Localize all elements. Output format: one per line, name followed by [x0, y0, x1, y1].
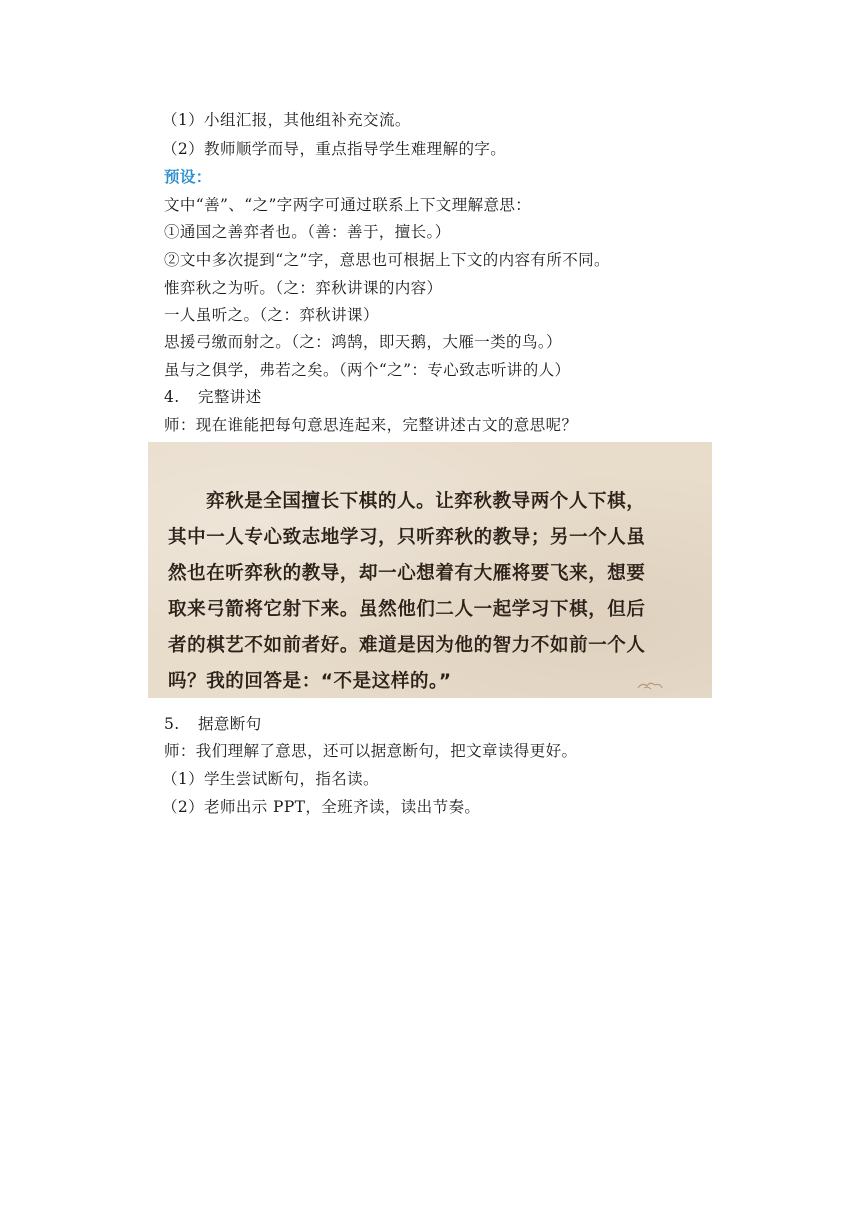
preset-label: 预设：: [164, 168, 212, 186]
translation-line-2: 其中一人专心致志地学习，只听弈秋的教导；另一个人虽: [168, 527, 646, 548]
section-5-step-1: （1）学生尝试断句，指名读。: [162, 770, 379, 788]
section-5-step-2: （2）老师出示 PPT，全班齐读，读出节奏。: [162, 798, 481, 816]
section-5-number: 5.: [164, 715, 180, 733]
translation-line-3: 然也在听弈秋的教导，却一心想着有大雁将要飞来，想要: [168, 563, 646, 584]
translation-line-1: 弈秋是全国擅长下棋的人。让弈秋教导两个人下棋，: [206, 491, 646, 512]
translation-line-5: 者的棋艺不如前者好。难道是因为他的智力不如前一个人: [168, 635, 646, 656]
preset-example-2: 一人虽听之。（之：弈秋讲课）: [164, 306, 379, 324]
step-line-2: （2）教师顺学而导，重点指导学生难理解的字。: [162, 140, 507, 158]
preset-example-3: 思援弓缴而射之。（之：鸿鹄，即天鹅，大雁一类的鸟。）: [164, 333, 562, 351]
preset-item-2: ②文中多次提到“之”字，意思也可根据上下文的内容有所不同。: [164, 251, 610, 269]
cloud-ornament-icon: [636, 678, 664, 692]
section-5-title: 据意断句: [198, 715, 262, 733]
section-5-heading: [164, 714, 262, 734]
preset-intro: 文中“善”、“之”字两字可通过联系上下文理解意思：: [164, 196, 532, 214]
preset-item-1: ①通国之善弈者也。（善：善于，擅长。）: [164, 223, 451, 241]
section-5-teacher-line: 师：我们理解了意思，还可以据意断句，把文章读得更好。: [164, 742, 578, 760]
preset-example-4: 虽与之俱学，弗若之矣。（两个“之”：专心致志听讲的人）: [164, 361, 571, 379]
translation-image-panel: [148, 442, 712, 698]
section-4-title: 完整讲述: [198, 388, 262, 406]
section-4-heading: [164, 387, 262, 407]
section-4-number: 4.: [164, 388, 180, 406]
translation-line-4: 取来弓箭将它射下来。虽然他们二人一起学习下棋，但后: [168, 599, 646, 620]
translation-text: [168, 484, 698, 698]
step-line-1: （1）小组汇报，其他组补充交流。: [162, 111, 411, 129]
preset-example-1: 惟弈秋之为听。（之：弈秋讲课的内容）: [164, 279, 443, 297]
translation-line-6: 吗？我的回答是：“不是这样的。”: [168, 671, 452, 692]
section-4-teacher-line: 师：现在谁能把每句意思连起来，完整讲述古文的意思呢？: [164, 416, 578, 434]
